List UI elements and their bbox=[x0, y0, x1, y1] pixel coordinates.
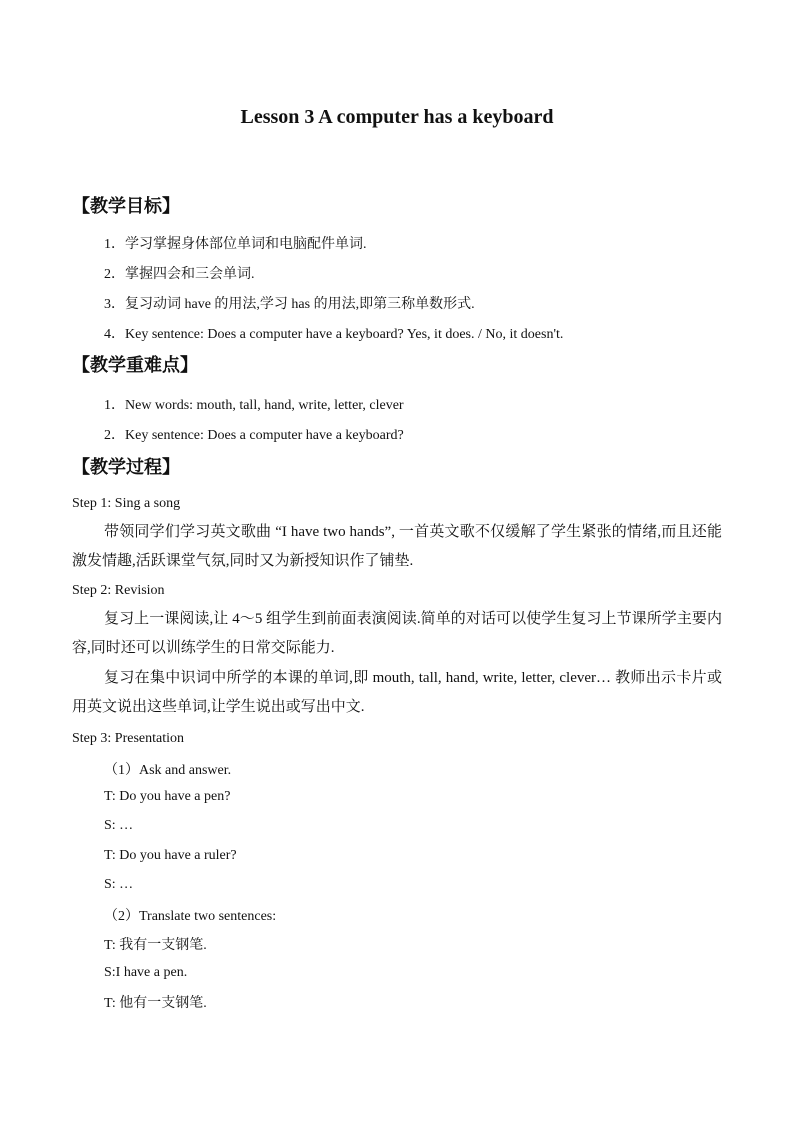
step-label: Step 2: Revision bbox=[72, 583, 165, 598]
dialogue-line: T: 我有一支钢笔. bbox=[104, 938, 207, 953]
section-heading-objectives: 【教学目标】 bbox=[72, 196, 180, 217]
step-label: Step 3: Presentation bbox=[72, 731, 184, 746]
paragraph: 带领同学们学习英文歌曲 “I have two hands”, 一首英文歌不仅缓解了学生紧张的情绪,而且还能激发情趣,活跃课堂气氛,同时又为新授知识作了铺垫. bbox=[72, 524, 722, 569]
dialogue-line: T: 他有一支钢笔. bbox=[104, 996, 207, 1011]
dialogue-line: （2）Translate two sentences: bbox=[104, 909, 277, 924]
section-heading-process: 【教学过程】 bbox=[72, 457, 180, 478]
page-title: Lesson 3 A computer has a keyboard bbox=[240, 106, 554, 128]
paragraph: 复习上一课阅读,让 4～5 组学生到前面表演阅读.简单的对话可以使学生复习上节课所学主要内容,同时还可以训练学生的日常交际能力. bbox=[72, 611, 722, 656]
list-item: 4．Key sentence: Does a computer have a keyboard? Yes, it does. / No, it doesn't. bbox=[104, 327, 564, 342]
dialogue-line: T: Do you have a pen? bbox=[104, 789, 231, 804]
list-item: 2．掌握四会和三会单词. bbox=[104, 267, 255, 282]
dialogue-line: T: Do you have a ruler? bbox=[104, 848, 237, 863]
dialogue-line: （1）Ask and answer. bbox=[104, 763, 232, 778]
list-item: 1．学习掌握身体部位单词和电脑配件单词. bbox=[104, 237, 367, 252]
section-heading-key-points: 【教学重难点】 bbox=[72, 355, 198, 376]
list-item: 1．New words: mouth, tall, hand, write, letter, clever bbox=[104, 398, 404, 413]
list-item: 2．Key sentence: Does a computer have a keyboard? bbox=[104, 428, 404, 443]
dialogue-line: S: … bbox=[104, 877, 134, 892]
step-label: Step 1: Sing a song bbox=[72, 496, 181, 511]
list-item: 3．复习动词 have 的用法,学习 has 的用法,即第三称单数形式. bbox=[104, 297, 475, 312]
dialogue-line: S: … bbox=[104, 818, 134, 833]
paragraph: 复习在集中识词中所学的本课的单词,即 mouth, tall, hand, write, letter, clever… 教师出示卡片或用英文说出这些单词,让学生说出或写出中文. bbox=[72, 670, 722, 715]
dialogue-line: S:I have a pen. bbox=[104, 965, 188, 980]
